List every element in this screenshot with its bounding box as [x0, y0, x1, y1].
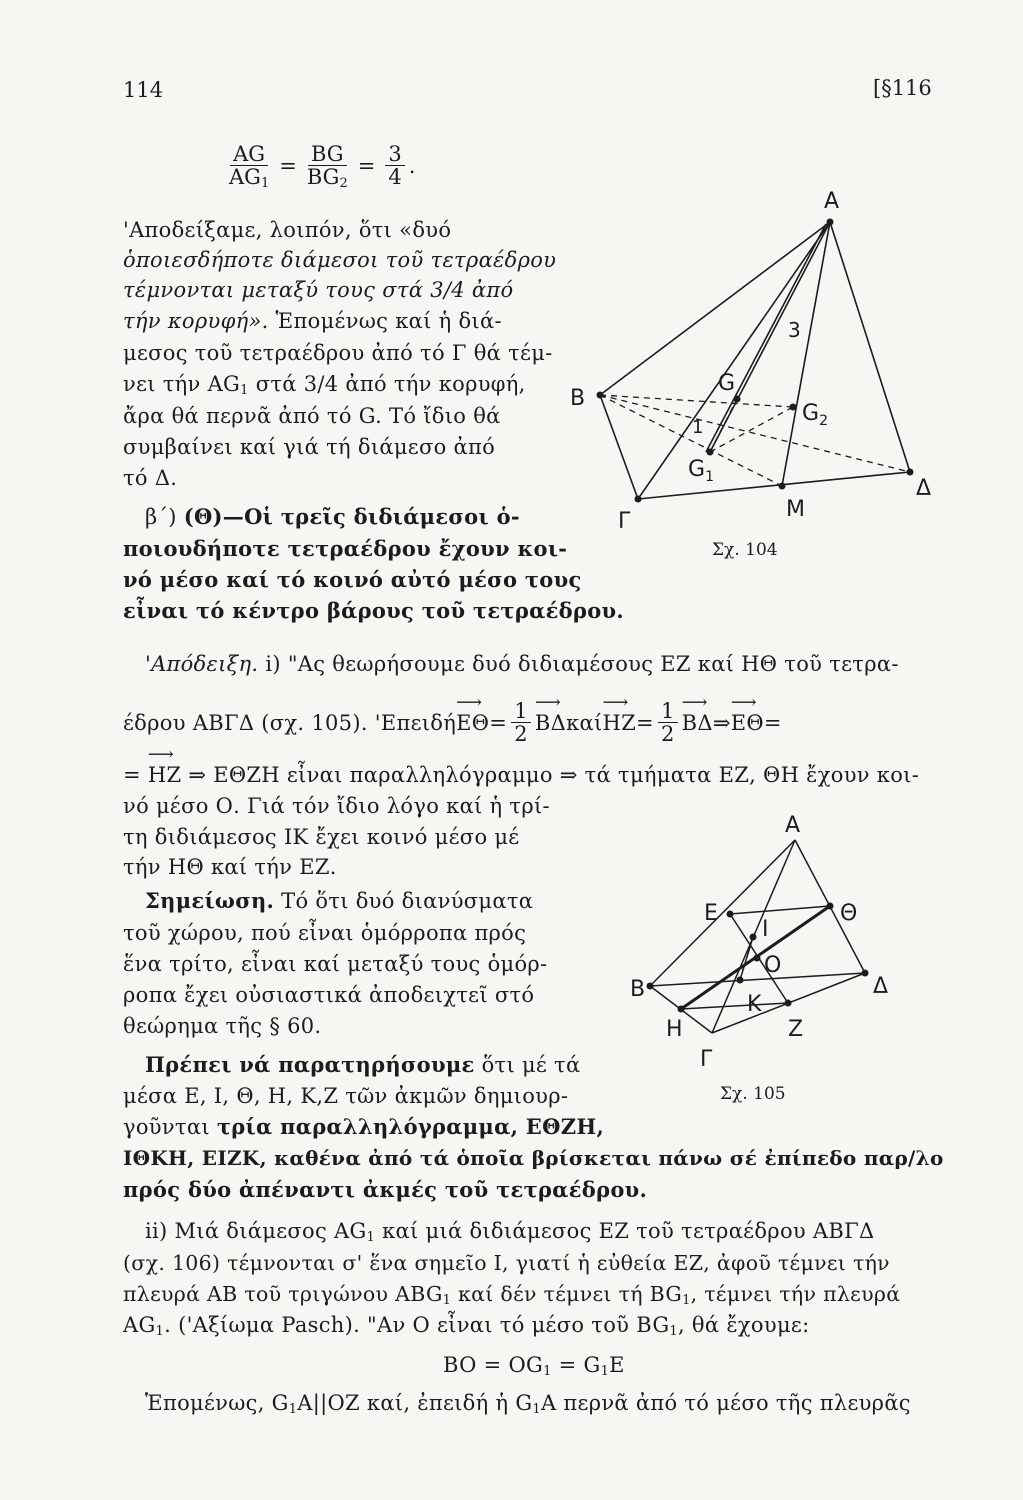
proof-line: νό μέσο Ο. Γιά τόν ἴδιο λόγο καί ἡ τρί-	[123, 794, 550, 818]
part2-line: (σχ. 106) τέμνονται σ' ἕνα σημεῖο Ι, γιατί ἡ εὐθεία ΕΖ, ἀφοῦ τέμνει τήν	[123, 1251, 890, 1275]
label-theta: Θ	[840, 901, 858, 926]
fig104-caption: Σχ. 104	[712, 540, 778, 560]
theorem-line: εἶναι τό κέντρο βάρους τοῦ τετραέδρου.	[123, 598, 625, 623]
para1-line: τήν κορυφή». Ἑπομένως καί ἡ διά-	[123, 309, 502, 333]
label-i: I	[762, 917, 769, 942]
theorem-line: β΄) (Θ)—Οἱ τρεῖς διδιάμεσοι ὁ-	[145, 504, 520, 529]
label-b: B	[570, 386, 586, 411]
remark-line: πρός δύο ἀπέναντι ἀκμές τοῦ τετραέδρου.	[123, 1177, 648, 1202]
remark-line: γοῦνται τρία παραλληλόγραμμα, ΕΘΖΗ,	[123, 1114, 605, 1139]
frac-num: BG	[308, 143, 347, 166]
figure-104	[560, 180, 940, 570]
theorem-line: ποιουδήποτε τετραέδρου ἔχουν κοι-	[123, 536, 568, 561]
page-number: 114	[123, 78, 164, 102]
part2-line: ii) Μιά διάμεσος $AG_1$ καί μιά διδιάμεσος ΕΖ τοῦ τετραέδρου ΑΒΓΔ	[145, 1219, 875, 1245]
note-line: ἕνα τρίτο, εἶναι καί μεταξύ τους ὁμόρ-	[123, 952, 548, 976]
frac-den: $BG_2$	[306, 165, 348, 191]
proof-line: τη διδιάμεσος ΙΚ ἔχει κοινό μέσο μέ	[123, 825, 520, 849]
edge-gammad	[638, 472, 910, 499]
remark-line: Πρέπει νά παρατηρήσουμε ὅτι μέ τά	[145, 1052, 581, 1077]
label-one: 1	[692, 417, 704, 438]
para1-line: ἄρα θά περνᾶ ἀπό τό G. Τό ἴδιο θά	[123, 404, 501, 428]
label-a: A	[785, 813, 801, 838]
para1-line: νει τήν $AG_1$ στά 3/4 ἀπό τήν κορυφή,	[123, 372, 526, 398]
label-e: E	[704, 901, 718, 926]
note-line: θεώρημα τῆς § 60.	[123, 1014, 322, 1038]
label-gamma: Γ	[700, 1047, 713, 1072]
para1-line: τό Δ.	[123, 466, 178, 490]
label-h: H	[666, 1017, 683, 1042]
label-a: A	[824, 189, 840, 214]
label-delta: Δ	[916, 476, 932, 501]
part2-line: πλευρά ΑΒ τοῦ τριγώνου $ABG_1$ καί δέν τέμνει τή $BG_1$, τέμνει τήν πλευρά	[123, 1282, 901, 1308]
frac-num: 3	[385, 143, 404, 166]
para1-line: συμβαίνει καί γιά τή διάμεσο ἀπό	[123, 435, 496, 459]
frac-den: $AG_1$	[229, 165, 270, 191]
para1-line: 'Αποδείξαμε, λοιπόν, ὅτι «δυό	[123, 218, 452, 242]
proof-line: 'Απόδειξη. i) "Ας θεωρήσουμε δυό διδιαμέσους ΕΖ καί ΗΘ τοῦ τετρα-	[145, 652, 899, 676]
remark-line: ΙΘΚΗ, ΕΙΖΚ, καθένα ἀπό τά ὁποῖα βρίσκεται πάνω σέ ἐπίπεδο παρ/λο	[123, 1146, 944, 1170]
line-bg2-hidden	[600, 395, 793, 407]
section-reference: [§116	[873, 76, 932, 100]
edge-bd	[650, 973, 865, 986]
proof-line: τήν ΗΘ καί τήν ΕΖ.	[123, 855, 337, 879]
label-g: G	[718, 371, 736, 396]
proof-line: έδρου ΑΒΓΔ (σχ. 105). 'Επειδή ⟶ ΕΘ = $\frac{1}{2}$ ⟶ ΒΔ καί ⟶ ΗΖ = $\frac{1}{2}$ ⟶ ΒΔ ⇒ ⟶ ΕΘ =	[123, 700, 782, 745]
part2-equation: BO = $OG_1 = G_1E$	[443, 1353, 625, 1379]
label-z: Z	[788, 1017, 804, 1042]
part2-line: $AG_1$. ('Αξίωμα Pasch). "Αν Ο εἶναι τό μέσο τοῦ $BG_1$, θά ἔχουμε:	[123, 1313, 810, 1339]
para1-line: μεσος τοῦ τετραέδρου ἀπό τό Γ θά τέμ-	[123, 341, 553, 365]
figure-105	[630, 810, 910, 1080]
label-m: M	[786, 497, 805, 522]
segment-hz	[681, 1003, 788, 1009]
edge-agamma	[638, 222, 830, 499]
frac-num: AG	[230, 143, 268, 166]
vector-et: ⟶ ΕΘ	[731, 708, 764, 738]
label-three: 3	[788, 318, 801, 342]
ratio-formula: $\frac{AG}{AG_1}$ = $\frac{BG}{BG_2}$ = $\frac{3}{4}$ .	[229, 142, 416, 191]
fig105-caption: Σχ. 105	[720, 1084, 786, 1104]
vector-bd: ⟶ ΒΔ	[682, 708, 713, 738]
para1-line: ὁποιεσδήποτε διάμεσοι τοῦ τετραέδρου	[123, 248, 557, 272]
edge-ab	[600, 222, 830, 395]
label-g1: $G_1$	[688, 457, 714, 485]
theorem-line: νό μέσο καί τό κοινό αὐτό μέσο τους	[123, 567, 582, 592]
label-o: O	[764, 953, 782, 978]
label-k: K	[747, 992, 762, 1017]
label-b: B	[630, 977, 646, 1002]
edge-bd-hidden	[600, 395, 910, 472]
note-line: Σημείωση. Τό ὅτι δυό διανύσματα	[145, 888, 534, 913]
edge-ad	[830, 222, 910, 472]
para1-line: τέμνονται μεταξύ τους στά 3/4 ἀπό	[123, 278, 514, 302]
vector-hz: ⟶ ΗΖ	[603, 708, 637, 738]
label-gamma: Γ	[618, 509, 631, 534]
label-g2: $G_2$	[802, 401, 828, 429]
part2-line: Ἑπομένως, $G_1A||OZ$ καί, ἐπειδή ἡ $G_1A$ περνᾶ ἀπό τό μέσο τῆς πλευρᾶς	[145, 1391, 911, 1417]
frac-den: 4	[388, 165, 402, 189]
vector-et: ⟶ ΕΘ	[456, 708, 489, 738]
proof-line: = ⟶ ΗΖ ⇒ ΕΘΖΗ εἶναι παραλληλόγραμμο ⇒ τά τμήματα ΕΖ, ΘΗ ἔχουν κοι-	[123, 760, 919, 790]
remark-line: μέσα Ε, Ι, Θ, Η, Κ,Ζ τῶν ἀκμῶν δημιουρ-	[123, 1084, 569, 1108]
segment-ik	[740, 937, 753, 980]
note-line: ροπα ἔχει οὐσιαστικά ἀποδειχτεῖ στό	[123, 983, 535, 1007]
segment-eq	[730, 906, 830, 914]
vector-hz: ⟶ ΗΖ	[148, 760, 182, 790]
vector-bd: ⟶ ΒΔ	[535, 708, 566, 738]
label-delta: Δ	[873, 974, 889, 999]
note-line: τοῦ χώρου, πού εἶναι ὁμόρροπα πρός	[123, 921, 527, 945]
